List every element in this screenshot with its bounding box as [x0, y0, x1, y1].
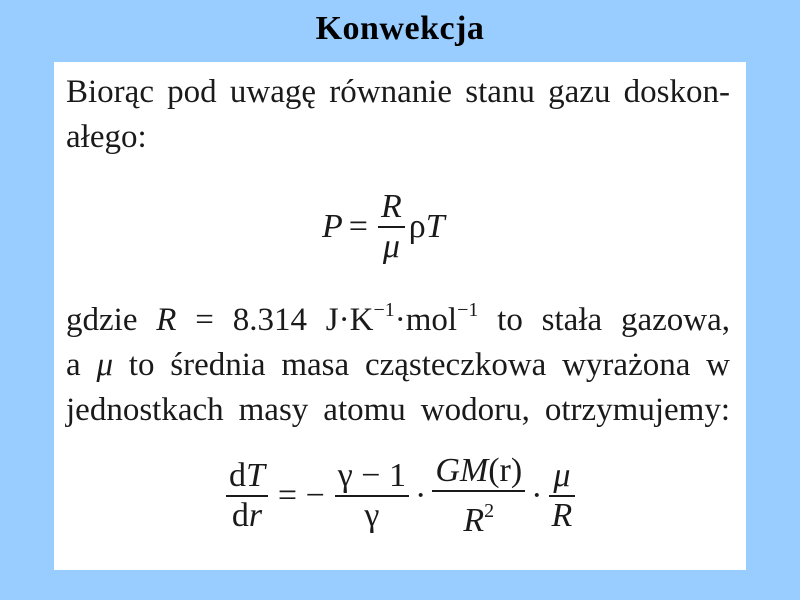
eq2-f1-num-d: d [229, 457, 246, 494]
expl-exp2: −1 [457, 299, 479, 321]
explanation-paragraph [66, 288, 730, 433]
expl-exp1: −1 [373, 299, 395, 321]
expl-mol: ·mol [394, 302, 458, 338]
eq2-f1-num-T: T [246, 457, 265, 494]
intro-paragraph [66, 70, 730, 160]
expl-prefix: gdzie [66, 302, 157, 338]
eq2-f4-num: μ [553, 457, 571, 494]
eq1-rho: ρ [408, 208, 426, 245]
eq2-f3-num [432, 452, 525, 490]
eq2-f3-exp: 2 [484, 500, 495, 522]
eq2-f1-num [226, 457, 268, 495]
content-box [54, 62, 746, 570]
eq1-equals: = [348, 208, 368, 245]
eq1-fraction [378, 188, 405, 266]
eq2-frac-gamma [335, 457, 409, 535]
intro-line-1: Biorąc pod uwagę równanie stanu gazu doskon- [66, 74, 730, 110]
eq2-f2-num: γ − 1 [337, 457, 406, 494]
explanation-line-2 [66, 343, 730, 388]
eq1-frac-den: μ [382, 228, 400, 265]
eq2-f1-den-d: d [231, 497, 249, 534]
eq2-f3-den [460, 492, 497, 540]
expl-eq: = 8.314 J·K [176, 302, 374, 338]
explanation-line-1 [66, 288, 730, 343]
intro-line-2: ałego: [66, 119, 147, 155]
expl-R: R [156, 302, 177, 338]
eq2-f3-GM: GM [435, 452, 489, 489]
expl2-mu: μ [96, 347, 114, 383]
eq2-f2-den: γ [364, 497, 380, 534]
ideal-gas-equation [322, 188, 445, 266]
eq2-f3-r: (r) [488, 452, 523, 489]
eq2-f3-R: R [463, 502, 485, 539]
eq1-frac-num: R [380, 188, 402, 225]
eq2-frac-mu-R [549, 457, 576, 535]
eq2-equals: = − [277, 477, 325, 514]
expl2-prefix: a [66, 347, 97, 383]
eq1-T: T [425, 208, 445, 245]
eq2-f1-den-r: r [248, 497, 263, 534]
eq2-dot-2: · [531, 477, 543, 514]
expl2-suffix: to średnia masa cząsteczkowa wyrażona w [113, 347, 730, 383]
eq1-lhs: P [322, 208, 343, 245]
eq2-frac-dTdr [226, 457, 268, 535]
eq2-f4-den: R [551, 497, 573, 534]
eq2-f1-den [229, 497, 265, 535]
slide-title: Konwekcja [315, 10, 485, 47]
expl-suffix: to stała gazowa, [478, 302, 730, 338]
temperature-gradient-equation [222, 452, 579, 540]
eq2-frac-gravity [432, 452, 525, 540]
eq2-dot-1: · [414, 477, 427, 514]
explanation-line-3: jednostkach masy atomu wodoru, otrzymujemy: [66, 392, 730, 428]
